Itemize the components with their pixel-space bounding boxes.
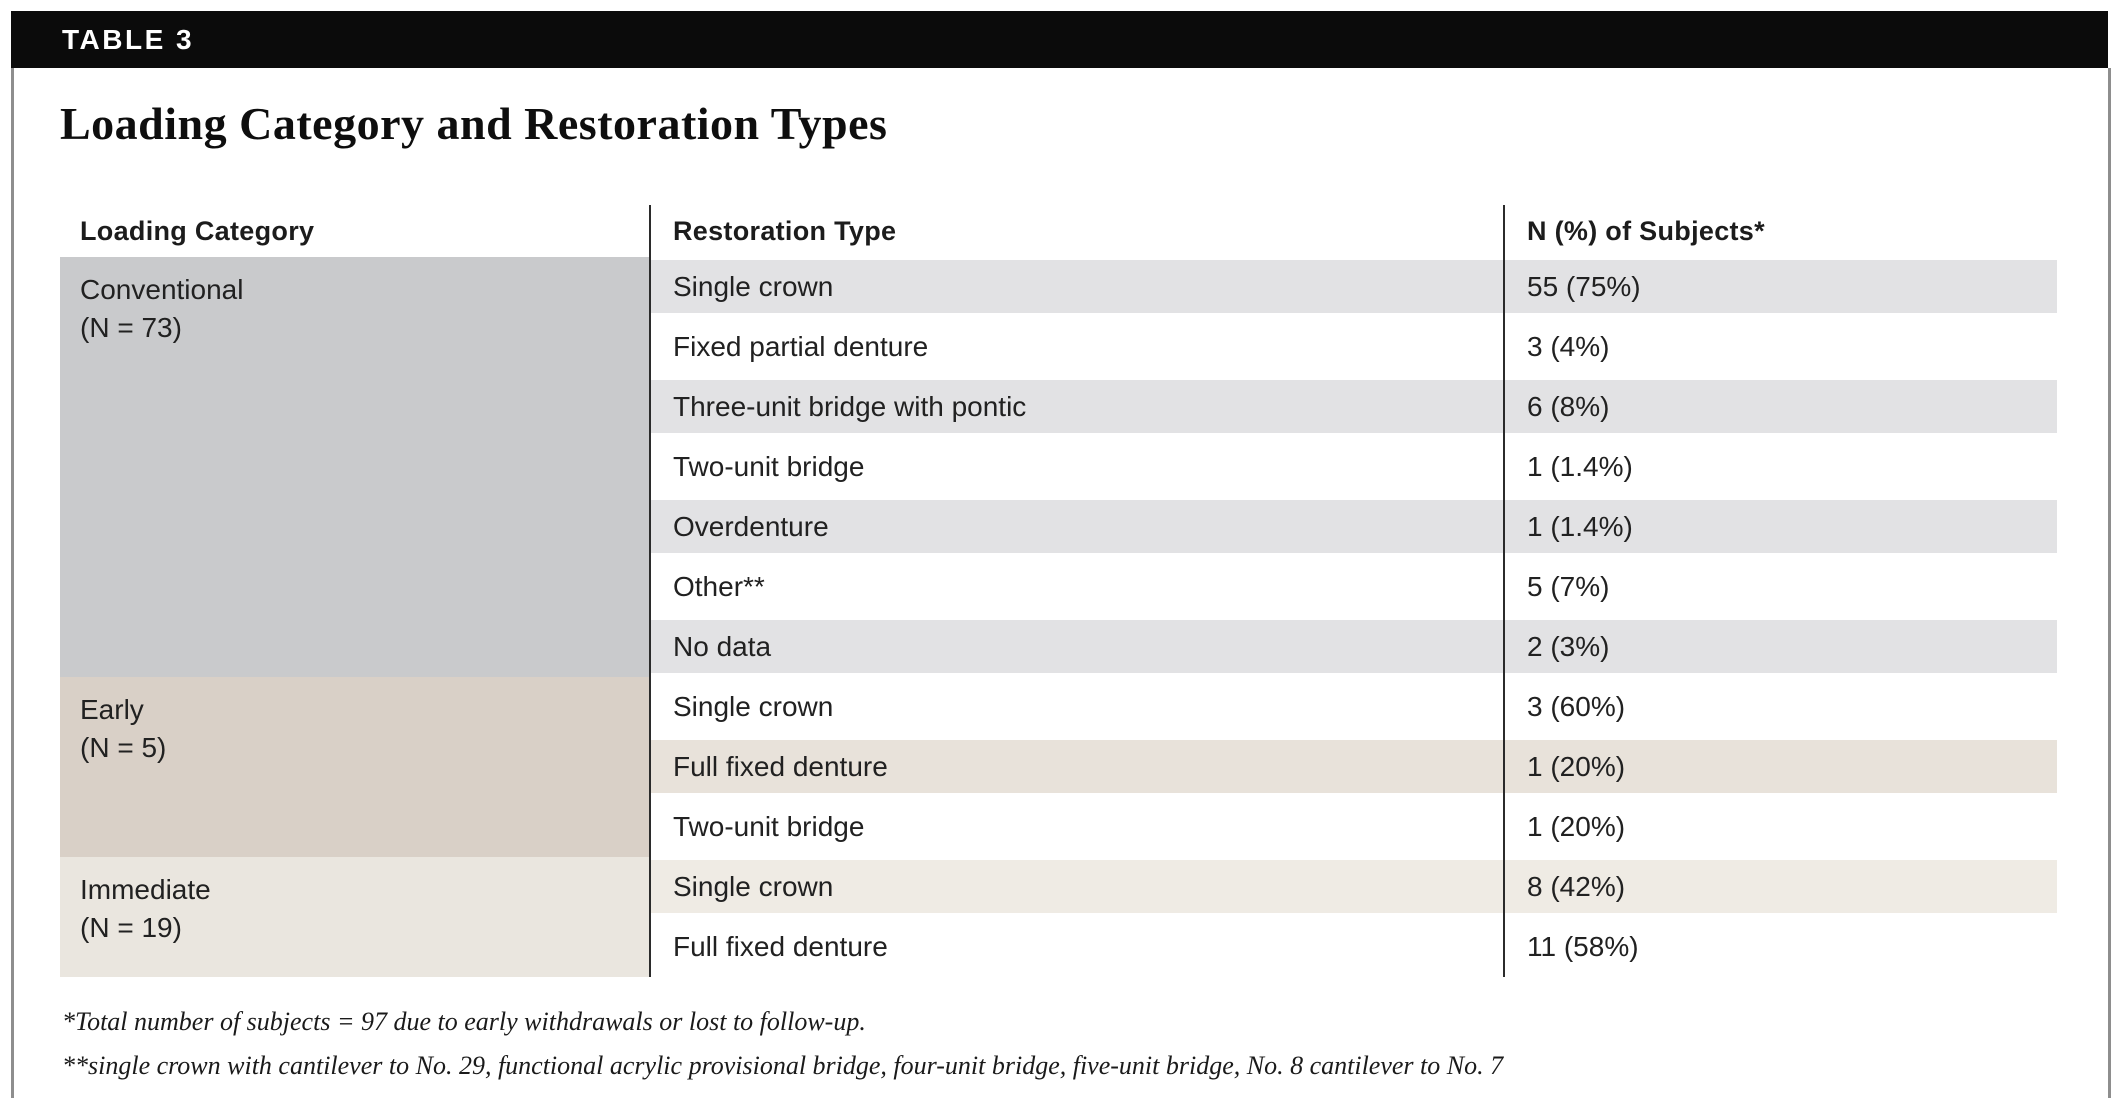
column-header-restoration-type: Restoration Type	[649, 205, 1503, 257]
restoration-cell: Fixed partial denture	[649, 317, 1503, 377]
page-border-left	[11, 68, 14, 1098]
value-cell: 1 (1.4%)	[1503, 437, 2057, 497]
value-cell: 6 (8%)	[1503, 377, 2057, 437]
value-cell: 1 (1.4%)	[1503, 497, 2057, 557]
column-header-loading-category: Loading Category	[80, 215, 315, 246]
value-cell: 2 (3%)	[1503, 617, 2057, 677]
value-cell: 3 (60%)	[1503, 677, 2057, 737]
restoration-cell: Other**	[649, 557, 1503, 617]
group-cell-early	[60, 677, 649, 857]
restoration-cell: Two-unit bridge	[649, 797, 1503, 857]
group-label: Conventional	[80, 274, 244, 305]
footnote-other: **single crown with cantilever to No. 29, functional acrylic provisional bridge, four-unit bridge, five-unit bridge, No. 8 cantilever to No. 7	[62, 1051, 1504, 1080]
value-cell: 11 (58%)	[1503, 917, 2057, 977]
restoration-cell: Overdenture	[649, 497, 1503, 557]
group-cell-conventional	[60, 257, 649, 677]
footnotes	[62, 1006, 2042, 1094]
group-n-label: (N = 19)	[80, 912, 182, 943]
restoration-cell: Two-unit bridge	[649, 437, 1503, 497]
value-cell: 8 (42%)	[1503, 857, 2057, 917]
column-header-n-subjects: N (%) of Subjects*	[1503, 205, 2057, 257]
restoration-cell: No data	[649, 617, 1503, 677]
footnote-subjects: *Total number of subjects = 97 due to early withdrawals or lost to follow-up.	[62, 1007, 866, 1036]
table-tag-label: TABLE 3	[62, 23, 195, 55]
value-cell: 1 (20%)	[1503, 737, 2057, 797]
value-cell: 1 (20%)	[1503, 797, 2057, 857]
group-label: Early	[80, 694, 144, 725]
data-table	[60, 205, 2057, 977]
group-cell-immediate	[60, 857, 649, 977]
group-n-label: (N = 5)	[80, 732, 167, 763]
table-title: Loading Category and Restoration Types	[60, 98, 888, 149]
restoration-cell: Three-unit bridge with pontic	[649, 377, 1503, 437]
restoration-cell: Single crown	[649, 857, 1503, 917]
value-cell: 3 (4%)	[1503, 317, 2057, 377]
restoration-cell: Full fixed denture	[649, 917, 1503, 977]
value-cell: 55 (75%)	[1503, 257, 2057, 317]
restoration-cell: Full fixed denture	[649, 737, 1503, 797]
page-border-right	[2108, 68, 2111, 1098]
group-label: Immediate	[80, 874, 211, 905]
group-n-label: (N = 73)	[80, 312, 182, 343]
table-tag-bar	[11, 11, 2108, 68]
restoration-cell: Single crown	[649, 677, 1503, 737]
restoration-cell: Single crown	[649, 257, 1503, 317]
value-cell: 5 (7%)	[1503, 557, 2057, 617]
